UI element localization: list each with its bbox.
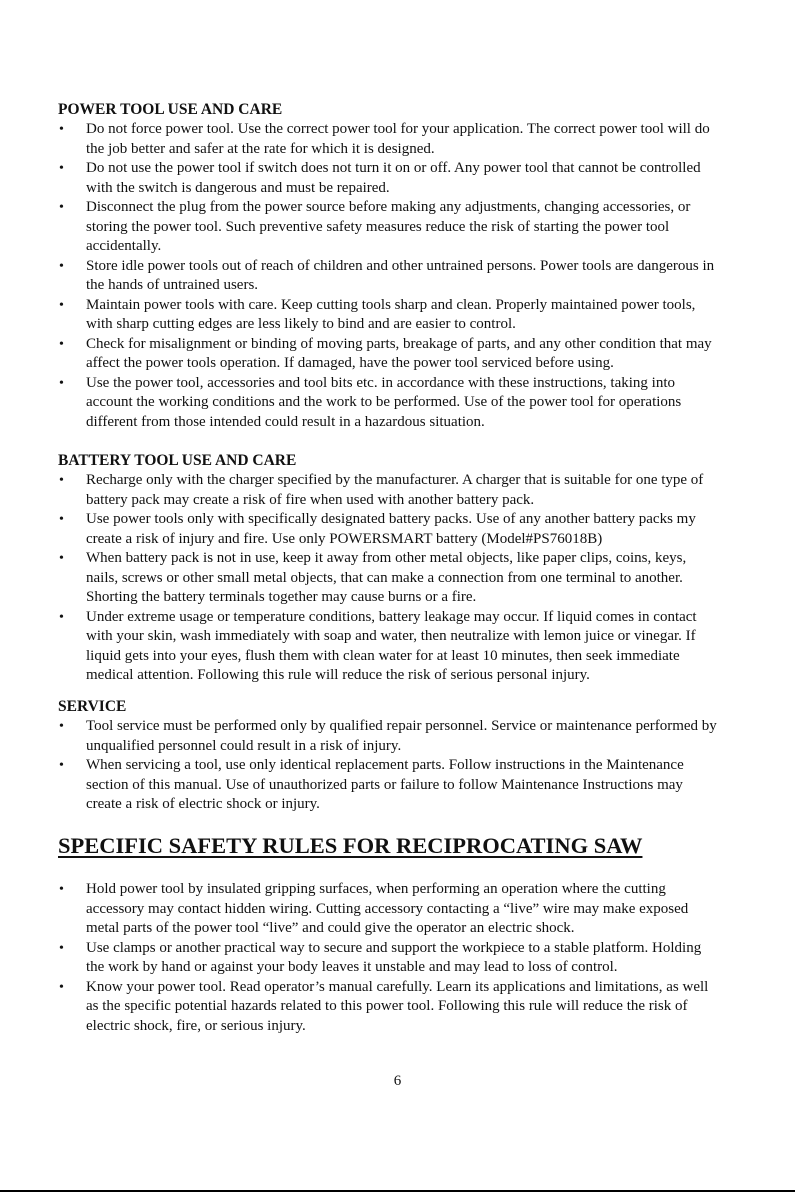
list-item: • Check for misalignment or binding of moving parts, breakage of parts, and any other condition that may affect the power tools operation. If damaged, have the power tool serviced before using. (58, 335, 718, 374)
list-item: • Do not force power tool. Use the correct power tool for your application. The correct power tool will do the job better and safer at the rate for which it is designed. (58, 120, 718, 159)
list-item: • Tool service must be performed only by qualified repair personnel. Service or maintenance performed by unqualified personnel could result in a risk of injury. (58, 717, 718, 756)
battery-tool-heading: BATTERY TOOL USE AND CARE (58, 452, 297, 469)
power-tool-list (58, 120, 718, 432)
list-item: • Know your power tool. Read operator’s manual carefully. Learn its applications and limitations, as well as the specific potential hazards related to this power tool. Following this rule will reduce the risk of electric shock, fire, or serious injury. (58, 978, 718, 1037)
list-item: • Disconnect the plug from the power source before making any adjustments, changing accessories, or storing the power tool. Such preventive safety measures reduce the risk of starting the power tool accidentally. (58, 198, 718, 257)
specific-rules-list (58, 880, 718, 1036)
list-item: • Use clamps or another practical way to secure and support the workpiece to a stable platform. Holding the work by hand or against your body leaves it unstable and may lead to loss of control. (58, 939, 718, 978)
list-item: • Maintain power tools with care. Keep cutting tools sharp and clean. Properly maintained power tools, with sharp cutting edges are less likely to bind and are easier to control. (58, 296, 718, 335)
power-tool-section (58, 100, 718, 432)
list-item: • Recharge only with the charger specified by the manufacturer. A charger that is suitable for one type of battery pack may create a risk of fire when used with another battery pack. (58, 471, 718, 510)
list-item: • Store idle power tools out of reach of children and other untrained persons. Power tools are dangerous in the hands of untrained users. (58, 257, 718, 296)
service-heading: SERVICE (58, 698, 127, 715)
power-tool-heading: POWER TOOL USE AND CARE (58, 101, 283, 118)
list-item: • Use the power tool, accessories and tool bits etc. in accordance with these instructions, taking into account the working conditions and the work to be performed. Use of the power tool for operations different from those intended could result in a hazardous situation. (58, 374, 718, 433)
list-item: • Under extreme usage or temperature conditions, battery leakage may occur. If liquid comes in contact with your skin, wash immediately with soap and water, then neutralize with lemon juice or vinegar. If liquid gets into your eyes, flush them with clean water for at least 10 minutes, then seek immediate medical attention. Following this rule will reduce the risk of serious personal injury. (58, 608, 718, 686)
specific-rules-title: SPECIFIC SAFETY RULES FOR RECIPROCATING SAW (58, 833, 643, 858)
list-item: • Hold power tool by insulated gripping surfaces, when performing an operation where the cutting accessory may contact hidden wiring. Cutting accessory contacting a “live” wire may make exposed metal parts of the power tool “live” and could give the operator an electric shock. (58, 880, 718, 939)
battery-tool-list (58, 471, 718, 686)
service-list (58, 717, 718, 815)
specific-rules-section (58, 880, 718, 1036)
page-number: 6 (393, 1073, 402, 1089)
list-item: • When battery pack is not in use, keep it away from other metal objects, like paper clips, coins, keys, nails, screws or other small metal objects, that can make a connection from one terminal to another. Shorting the battery terminals together may cause burns or a fire. (58, 549, 718, 608)
list-item: • When servicing a tool, use only identical replacement parts. Follow instructions in the Maintenance section of this manual. Use of unauthorized parts or failure to follow Maintenance Instructions may create a risk of electric shock or injury. (58, 756, 718, 815)
list-item: • Do not use the power tool if switch does not turn it on or off. Any power tool that cannot be controlled with the switch is dangerous and must be repaired. (58, 159, 718, 198)
list-item: • Use power tools only with specifically designated battery packs. Use of any another battery packs my create a risk of injury and fire. Use only POWERSMART battery (Model#PS76018B) (58, 510, 718, 549)
battery-tool-section (58, 451, 718, 686)
service-section (58, 697, 718, 815)
